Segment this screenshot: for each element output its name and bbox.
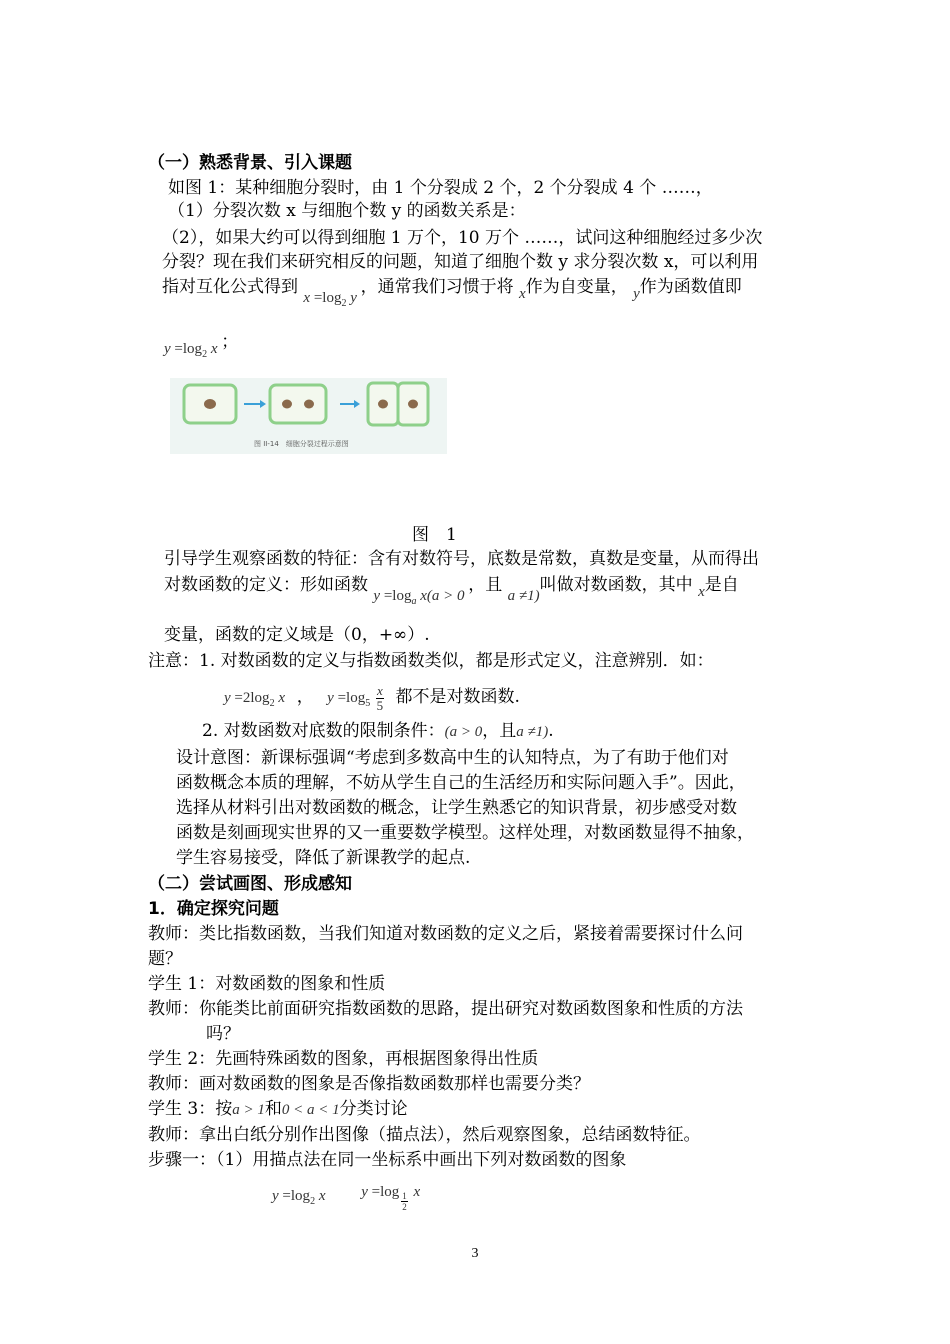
text-segment: . [548,721,554,741]
log-symbol: log [322,290,342,306]
log-base-fraction-half [401,1191,408,1212]
text-segment: 是自 [704,575,739,595]
subheading-1: 1．确定探究问题 [148,899,279,919]
arrow-icon [244,400,266,408]
formula-line [164,332,239,366]
condition-a-positive: (a > 0 [426,588,465,604]
section-heading-2: （二）尝试画图、形成感知 [148,874,352,894]
separator-comma: ， [296,686,314,707]
note-line-3 [202,720,554,743]
design-line-3: 选择从材料引出对数函数的概念，让学生熟悉它的知识背景，初步感受对数 [176,798,737,818]
var-x-inline: x [698,584,705,600]
definition-line-3: 变量，函数的定义域是（0，+∞）. [164,625,430,645]
condition-a-gt-1: a > 1 [232,1102,265,1118]
fraction-denominator: 2 [402,1202,407,1212]
student-line-2: 学生 2：先画特殊函数的图象，再根据图象得出性质 [148,1049,539,1069]
formula-y-eq-log-half-x [361,1184,421,1212]
text-segment: 学生 3：按 [148,1099,233,1119]
teacher-line-2a: 教师：你能类比前面研究指数函数的思路，提出研究对数函数图象和性质的方法 [148,999,743,1019]
intro-line-1: 如图 1：某种细胞分裂时，由 1 个分裂成 2 个，2 个分裂成 4 个 ……， [168,178,713,198]
text-segment: 叫做对数函数，其中 [539,575,693,595]
semicolon: ； [221,332,239,352]
text-segment: ，且 [482,721,517,741]
log-symbol: log [290,1188,311,1204]
log-base: 2 [202,349,208,360]
design-line-5: 学生容易接受，降低了新课教学的起点. [176,848,471,868]
var-y: y [373,588,381,604]
var-y: y [272,1188,279,1204]
student-line-1: 学生 1：对数函数的图象和性质 [148,974,386,994]
design-line-2: 函数概念本质的理解，不妨从学生自己的生活经历和实际问题入手”。因此， [176,773,746,793]
teacher-line-4: 教师：拿出白纸分别作出图像（描点法），然后观察图象，总结函数特征。 [148,1125,701,1145]
log-symbol: log [380,1184,400,1200]
coefficient: 2 [242,689,251,706]
var-y: y [350,290,357,306]
intro-line-2: （1）分裂次数 x 与细胞个数 y 的函数关系是： [168,201,526,221]
note-line-2 [224,684,520,715]
log-symbol: log [250,689,270,706]
teacher-line-2b: 吗？ [206,1024,240,1044]
formula-y-eq-loga-x [373,588,468,607]
cell-dividing [270,385,326,423]
formula-y-eq-log2-x [164,341,221,360]
var-x: x [318,1188,326,1204]
question2-line-1: （2），如果大约可以得到细胞 1 万个，10 万个 ……，试问这种细胞经过多少次 [162,228,763,248]
step-one-line: 步骤一：（1）用描点法在同一坐标系中画出下列对数函数的图象 [148,1150,627,1170]
teacher-line-1a: 教师：类比指数函数，当我们知道对数函数的定义之后，紧接着需要探讨什么问 [148,924,743,944]
var-x: x [420,588,427,604]
cell-division-figure [170,378,447,454]
text-segment: 和 [264,1099,282,1119]
equals-sign: = [282,1188,291,1204]
text-segment: ，且 [468,575,503,595]
text-segment: 对数函数的定义：形如函数 [164,575,368,595]
equals-sign: = [313,290,323,306]
text-segment: 都不是对数函数. [395,686,520,707]
var-y: y [327,689,334,706]
equals-sign: = [371,1184,381,1200]
var-x: x [303,290,311,306]
equals-sign: = [383,588,393,604]
log-base: 2 [310,1196,316,1207]
var-x: x [413,1184,421,1200]
arrow-icon [340,400,360,408]
equals-sign: = [234,689,243,706]
var-y: y [224,689,231,706]
fraction-x-over-5 [376,684,384,713]
log-symbol: log [346,689,366,706]
condition-a-positive: (a > 0 [444,724,483,740]
teacher-line-1b: 题？ [148,949,182,969]
log-symbol: log [182,341,203,357]
var-y: y [361,1184,368,1200]
log-base: 2 [269,697,275,709]
condition-a-not-one: a ≠1) [507,588,540,604]
equals-sign: = [337,689,347,706]
text-segment: 作为函数值即 [639,277,742,297]
log-symbol: log [392,588,412,604]
formula-y-eq-2log2-x [224,689,289,709]
var-x-inline: x [519,286,526,302]
text-segment: ，通常我们习惯于将 [360,277,514,297]
var-x: x [210,341,218,357]
text-segment: 作为自变量， [525,277,628,297]
log-base: 2 [341,298,347,309]
fraction-numerator: 1 [402,1191,407,1201]
cell-single [184,385,236,423]
log-base: a [411,596,417,607]
question2-line-2: 分裂？现在我们来研究相反的问题，知道了细胞个数 y 求分裂次数 x，可以利用 [162,252,759,272]
cell-division-diagram [170,378,447,454]
cell-divided [368,383,428,425]
page-number: 3 [471,1246,479,1261]
formula-y-eq-log5-x-over-5 [327,683,389,713]
section-heading-1: （一）熟悉背景、引入课题 [148,153,352,173]
fraction-denominator: 5 [376,698,384,713]
equals-sign: = [174,341,183,357]
condition-0-lt-a-lt-1: 0 < a < 1 [281,1102,340,1118]
figure-small-caption: 图 II-14 细胞分裂过程示意图 [254,440,349,448]
var-y-inline: y [633,286,640,302]
teacher-line-3: 教师：画对数函数的图象是否像指数函数那样也需要分类？ [148,1074,590,1094]
figure-label: 图 1 [412,525,457,545]
log-base: 5 [365,697,371,709]
step-formulas [272,1180,420,1212]
design-line-4: 函数是刻画现实世界的又一重要数学模型。这样处理，对数函数显得不抽象， [176,823,754,843]
text-segment: 分类讨论 [339,1099,408,1119]
note-line-1: 注意：1. 对数函数的定义与指数函数类似，都是形式定义，注意辨别．如： [148,651,714,671]
var-x: x [278,689,285,706]
definition-line-1: 引导学生观察函数的特征：含有对数符号，底数是常数，真数是变量，从而得出 [164,549,759,569]
design-line-1: 设计意图：新课标强调“考虑到多数高中生的认知特点，为了有助于他们对 [176,748,729,768]
formula-y-eq-log2-x [272,1188,329,1207]
text-segment: 指对互化公式得到 [162,277,298,297]
text-segment: 2. 对数函数对底数的限制条件： [202,721,445,741]
condition-a-not-one: a ≠1) [516,724,549,740]
definition-line-2 [164,574,739,607]
var-y: y [164,341,171,357]
formula-x-eq-log2-y [303,290,360,309]
fraction-numerator: x [376,683,383,698]
student-line-3 [148,1098,408,1121]
question2-line-3 [162,276,742,309]
